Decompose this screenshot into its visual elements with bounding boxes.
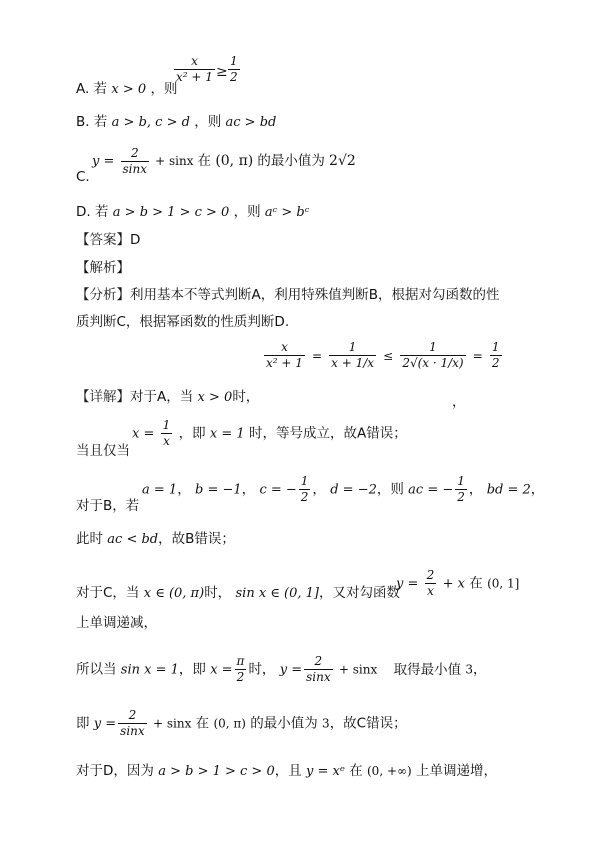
detail-a-line [76,388,259,407]
x-frac-den: x [163,434,170,448]
detail-c-line-1 [76,584,400,603]
option-a-frac2-num: 1 [230,54,238,68]
detail-a-text: 对于A，当 [130,389,194,405]
detail-a-cond: x > 0 [197,390,233,405]
answer-value: D [130,232,141,248]
c3-take: 取得最小值 [393,661,462,678]
d-int: (0, +∞) [367,764,412,778]
detail-d-line [76,762,497,781]
c-text: 对于C，当 [76,585,140,601]
option-a-fraction-2 [226,54,242,85]
c-y-num: 2 [426,568,435,582]
b-b: b = −1 [194,482,242,498]
c4-plus: + sinx [152,716,192,731]
analysis-label: 【解析】 [76,260,130,276]
option-c-value: 2√2 [329,153,356,169]
b-d: d = −2 [330,482,377,498]
option-d-result: aᶜ > bᶜ [264,205,310,220]
option-d-prefix: D. 若 [76,204,109,220]
option-b-prefix: B. 若 [76,114,108,130]
option-d-condition: a > b > 1 > c > 0 [112,205,230,220]
fenxi-line-2: 质判断C，根据幂函数的性质判断D. [76,314,290,330]
b-ac-den: 2 [457,490,465,504]
option-a [76,80,177,99]
c-y: y = [396,576,419,592]
c4-zai: 在 [195,715,210,732]
only-when-line [76,442,130,460]
c-int: (0, 1] [487,576,520,591]
option-a-condition: x > 0 [111,82,147,97]
eq-equals-1: = [312,349,323,363]
c-x: x ∈ (0, π) [143,586,205,601]
detail-c-func [396,568,519,599]
option-b-mid: ，则 [194,114,222,130]
eq-frac1-den: x² + 1 [266,356,303,370]
c-time: 时， [204,585,232,601]
c4-num: 2 [128,708,137,722]
c3-val: 3 [465,662,474,677]
eq-frac4-den: 2 [491,356,500,370]
b-line2m: ac < bd [107,532,159,547]
eq-frac3-num: 1 [429,340,437,354]
a-end-text: 时，等号成立，故A错误； [248,425,407,442]
option-c-plus: + sinx [155,154,194,168]
detail-b-text: 对于B，若 [76,498,140,514]
b-ac: ac = − [408,482,454,498]
c-y-den: x [427,584,434,598]
option-d [76,203,309,222]
b-bd: bd = 2 [486,482,531,498]
c-mid: ，又对勾函数 [319,585,400,601]
answer-label: 【答案】 [76,232,130,248]
detail-c-line-2: 上单调递减， [76,615,157,631]
only-when-math [132,418,407,449]
x-eq: x = [132,426,155,442]
b-c-num: 1 [300,474,309,488]
c3-x-num: π [236,654,245,668]
option-a-ge: ≥ [216,64,228,80]
option-a-fraction-1 [172,54,217,85]
fenxi-text-1: 利用基本不等式判断A，利用特殊值判断B，根据对勾函数的性 [130,287,500,303]
c4-int: (0, π) [213,716,246,731]
d-cond: a > b > 1 > c > 0 [158,764,275,779]
option-c-y: y = [92,154,115,169]
option-c [92,146,356,177]
c4-y: y = [93,716,117,732]
c4-den: sinx [120,724,145,738]
c4-end: ，故C错误； [329,715,407,732]
option-c-prefix: C. [76,169,90,185]
c3-y: y = [279,662,303,678]
b-a: a = 1 [142,482,178,498]
b-ac-num: 1 [457,474,465,488]
b-line2a: 此时 [76,531,103,547]
c-sin: sin x ∈ (0, 1] [235,586,319,601]
option-b-condition: a > b, c > d [111,115,190,130]
c3-ji: ，即 [178,661,206,678]
detail-a-equation [262,340,504,371]
d-end: 上单调递增， [415,763,497,779]
option-b-result: ac > bd [225,115,277,130]
eq-frac3-den: 2√(x · 1/x) [402,356,464,370]
eq-frac4-num: 1 [491,340,500,354]
detail-a-comma: ， [452,394,466,410]
eq-frac1-num: x [281,340,288,354]
c-y-plus: + x [442,576,465,592]
option-c-frac-den: sinx [122,162,148,176]
c3-suoyi: 所以当 [76,661,117,678]
c4-val: 3 [322,716,330,731]
option-b [76,113,276,132]
b-ze: ，则 [376,481,404,498]
d-y: y = xᵉ [306,764,345,779]
answer-line [76,231,140,249]
c3-y-num: 2 [314,654,323,668]
option-c-interval: (0, π) [215,153,254,169]
b-c: c = − [259,482,297,498]
x-1: x = 1 [209,426,245,442]
option-a-prefix: A. 若 [76,81,108,97]
eq-frac2-den: x + 1/x [331,356,375,370]
b-line2b: ，故B错误； [158,531,235,547]
detail-c-line-4 [76,708,407,739]
detail-c-line-3: 所以当 sin x = 1，即 x = $\frac{\pi}{2}$ 时， y = $\frac{2}{\sin x}$ + sinx 取得最小值 3， [76,654,487,684]
d-text: 对于D，因为 [76,763,154,779]
detail-b-line-2 [76,530,235,549]
option-c-frac-num: 2 [130,146,139,160]
c3-plus: + sinx [338,662,378,677]
option-d-mid: ，则 [233,204,261,220]
b-c-den: 2 [300,490,309,504]
only-when-text: 当且仅当 [76,443,130,459]
option-a-frac1-num: x [191,54,198,68]
d-qie: ，且 [274,763,302,779]
fenxi-label: 【分析】 [76,287,130,303]
eq-equals-2: = [472,349,483,363]
c3-y-den: sinx [306,670,331,684]
option-a-frac1-den: x² + 1 [176,70,213,84]
fenxi-line-1 [76,286,500,304]
detail-label: 【详解】 [76,389,130,405]
detail-b-math: a = 1， b = −1， c = − $\frac{1}{2}$ ， d = −2，则 ac = − $\frac{1}{2}$ ， bd = 2， [142,474,545,504]
detail-a-time: 时， [232,389,260,405]
c3-x: x = [210,662,233,678]
eq-le: ≤ [383,349,394,363]
c4-text: 的最小值为 [250,715,318,732]
eq-frac2-num: 1 [348,340,357,354]
option-a-mid: ，则 [150,81,178,97]
x-frac-num: 1 [162,418,171,432]
c3-sin: sin x = 1 [120,662,179,678]
c3-x-den: 2 [236,670,245,684]
option-c-text: 的最小值为 [257,153,325,169]
c4-ji: 即 [76,715,90,732]
option-a-frac2-den: 2 [230,70,238,84]
option-c-in: 在 [197,153,212,169]
c-zai: 在 [469,575,483,592]
ji-text: ，即 [178,425,206,442]
d-zai: 在 [349,763,363,779]
c3-time: 时， [248,661,276,678]
